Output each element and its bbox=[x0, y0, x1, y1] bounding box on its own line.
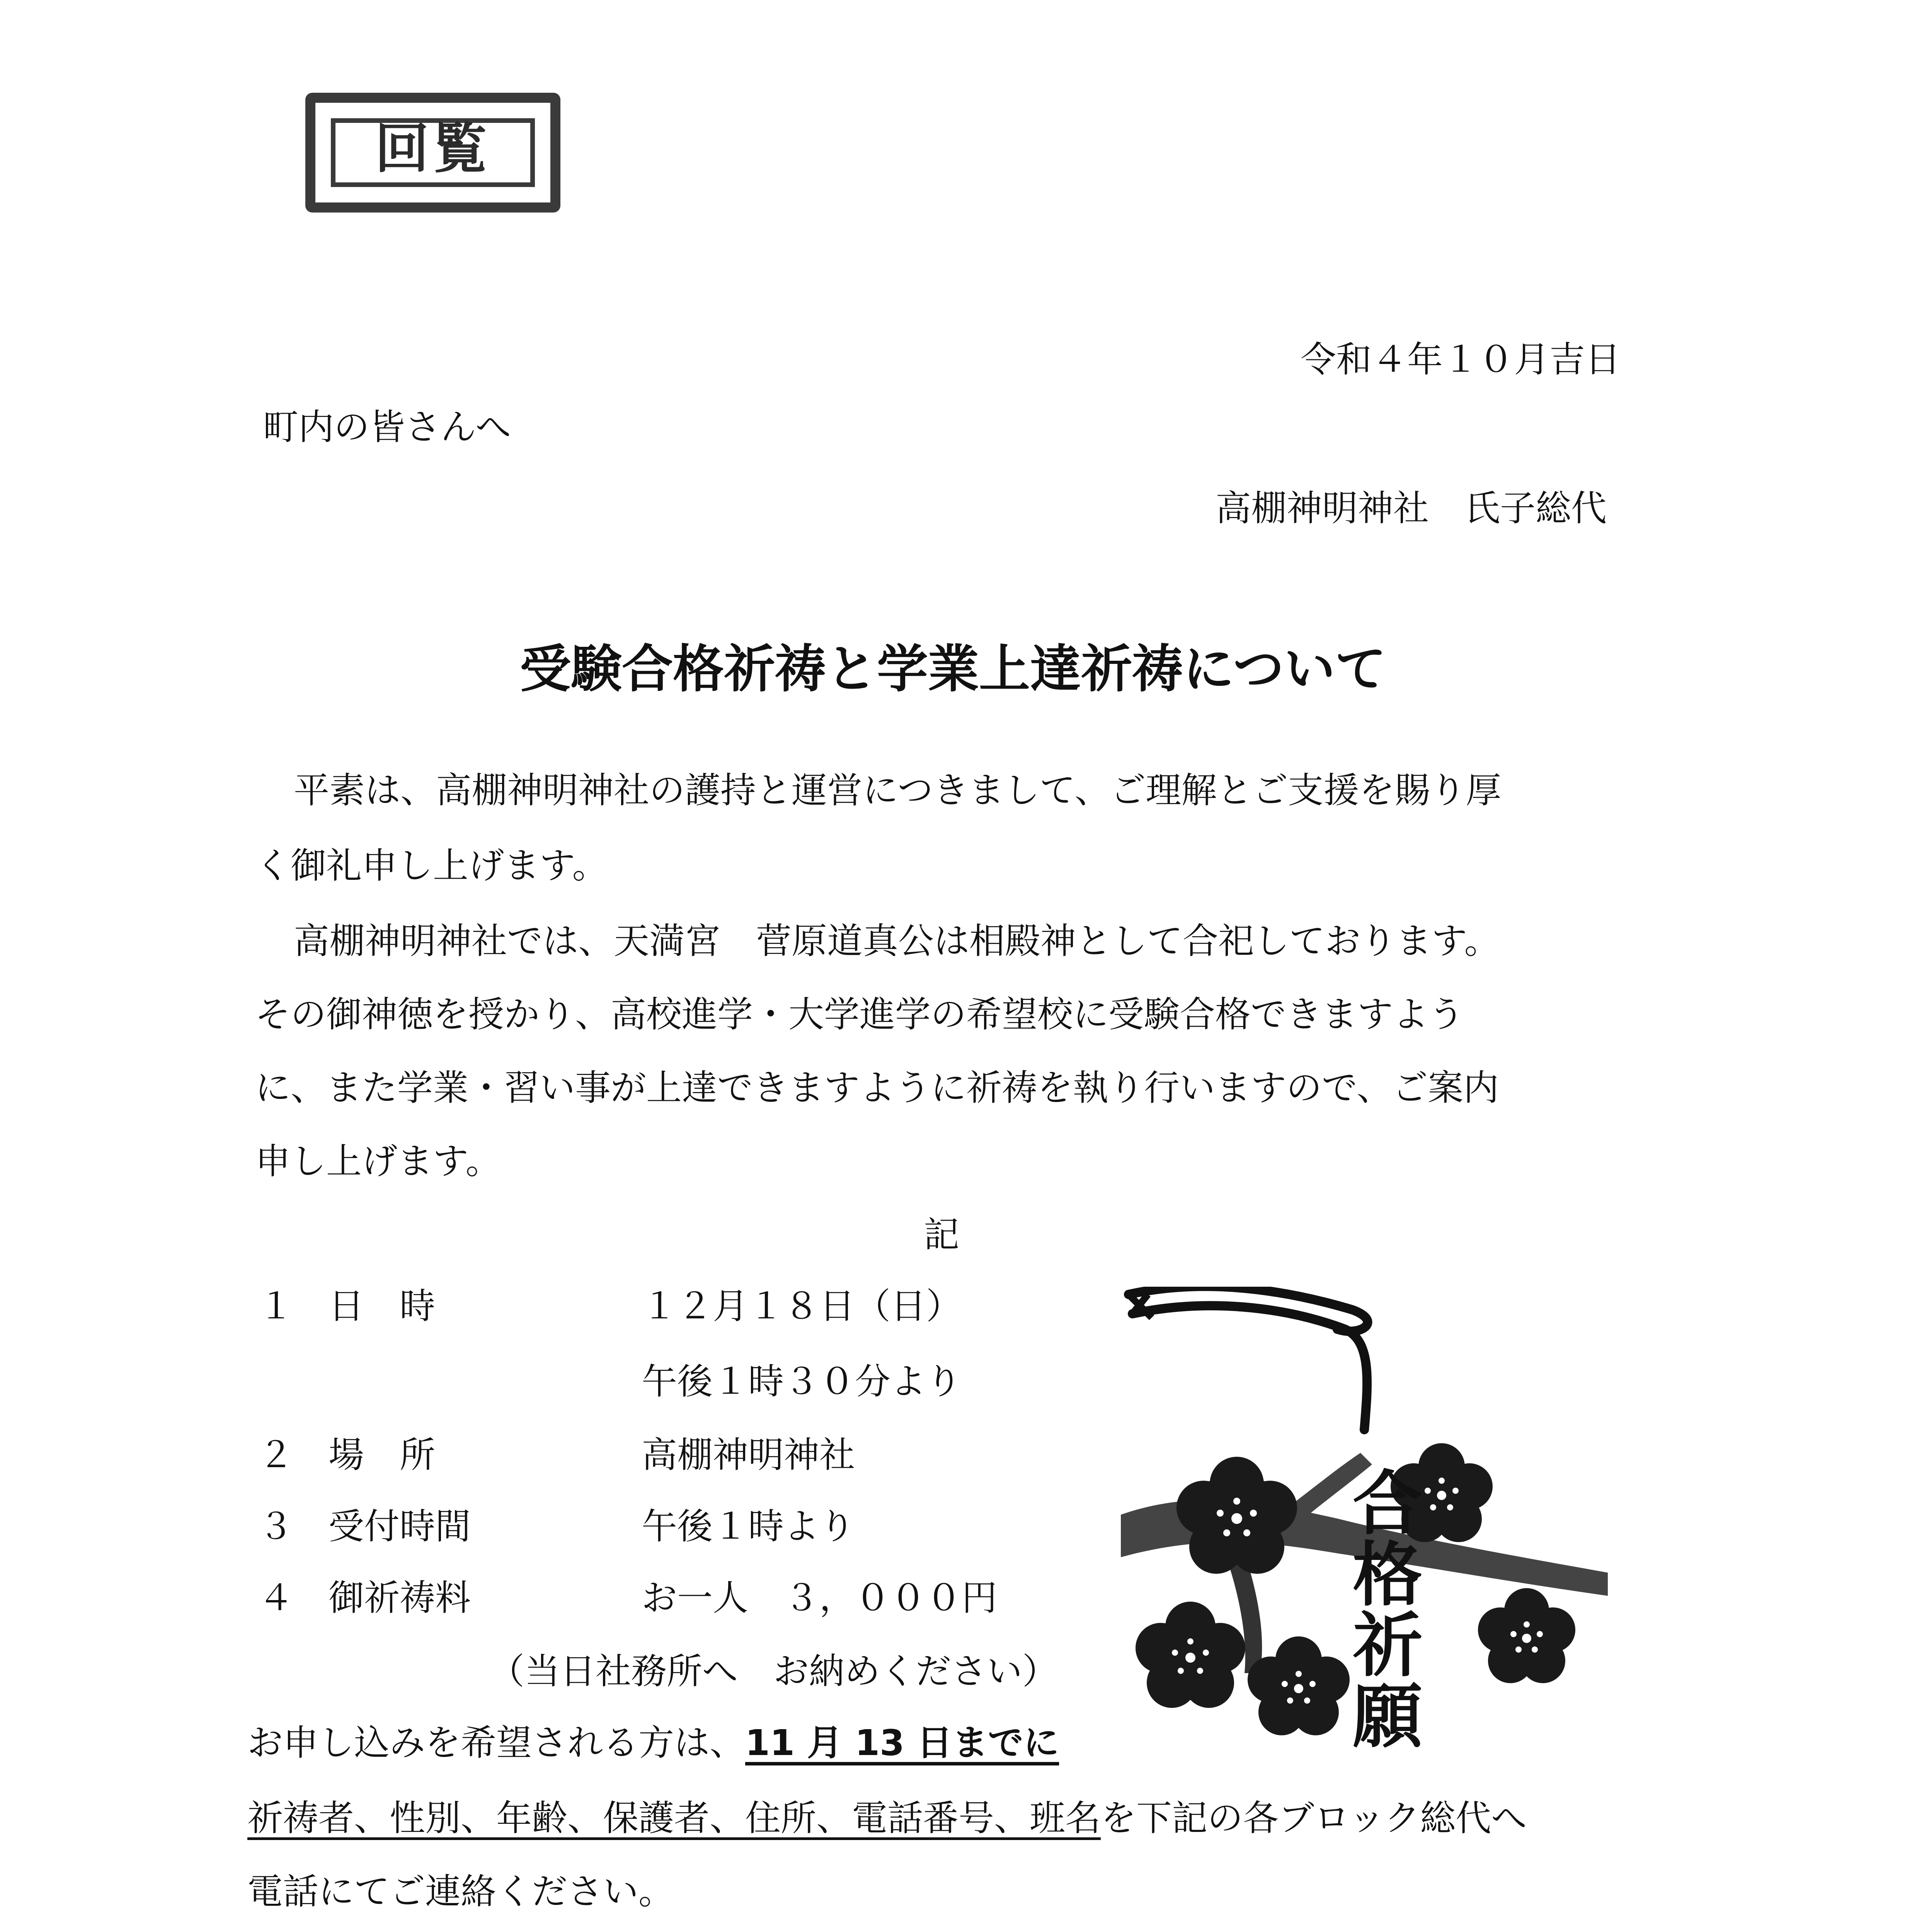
apply-line-1 bbox=[247, 1722, 1059, 1764]
body-line-6: 申し上げます。 bbox=[255, 1141, 501, 1182]
body-line-5: に、また学業・習い事が上達できますように祈祷を執り行いますので、ご案内 bbox=[255, 1067, 1499, 1109]
item-value-place: 高棚神明神社 bbox=[642, 1434, 855, 1476]
item-number: １ bbox=[258, 1286, 294, 1327]
apply-deadline: 11 月 13 日までに bbox=[745, 1722, 1059, 1764]
apply-line-3: 電話にてご連絡ください。 bbox=[247, 1871, 674, 1912]
item-label-datetime: 日 時 bbox=[329, 1286, 436, 1327]
item-number: ４ bbox=[258, 1577, 294, 1619]
stamp-text: 回覧 bbox=[375, 117, 491, 180]
item-value-reception: 午後１時より bbox=[642, 1506, 855, 1547]
item-value-date: １２月１８日（日） bbox=[642, 1286, 962, 1327]
apply-suffix: を下記の各ブロック総代へ bbox=[1101, 1798, 1527, 1839]
body-line-1: 平素は、高棚神明神社の護持と運営につきまして、ご理解とご支援を賜り厚 bbox=[294, 770, 1502, 811]
fee-note: （当日社務所へ お納めください） bbox=[489, 1651, 1058, 1692]
item-value-fee: お一人 ３，０００円 bbox=[642, 1577, 998, 1619]
apply-prefix: お申し込みを希望される方は、 bbox=[247, 1722, 746, 1764]
item-label-fee: 御祈祷料 bbox=[329, 1577, 471, 1619]
body-line-2: く御礼申し上げます。 bbox=[255, 845, 608, 886]
document-title: 受験合格祈祷と学業上達祈祷について bbox=[520, 639, 1386, 699]
body-line-3: 高棚神明神社では、天満宮 菅原道真公は相殿神として合祀しております。 bbox=[294, 920, 1500, 962]
issue-date: 令和４年１０月吉日 bbox=[1301, 339, 1621, 380]
apply-line-2 bbox=[247, 1798, 1527, 1839]
circulation-stamp bbox=[305, 93, 560, 213]
body-line-4: その御神徳を授かり、高校進学・大学進学の希望校に受験合格できますよう bbox=[255, 994, 1464, 1035]
ki-heading: 記 bbox=[924, 1214, 960, 1255]
item-value-time: 午後１時３０分より bbox=[642, 1361, 962, 1402]
item-label-place: 場 所 bbox=[329, 1434, 436, 1476]
item-label-reception: 受付時間 bbox=[329, 1506, 471, 1547]
ema-caption: 合格祈願 bbox=[1352, 1463, 1422, 1757]
item-number: ２ bbox=[258, 1434, 294, 1476]
sender: 高棚神明神社 氏子総代 bbox=[1216, 488, 1607, 529]
item-number: ３ bbox=[258, 1506, 294, 1547]
apply-fields: 祈祷者、性別、年齢、保護者、住所、電話番号、班名 bbox=[247, 1798, 1101, 1839]
recipient: 町内の皆さんへ bbox=[263, 406, 511, 448]
